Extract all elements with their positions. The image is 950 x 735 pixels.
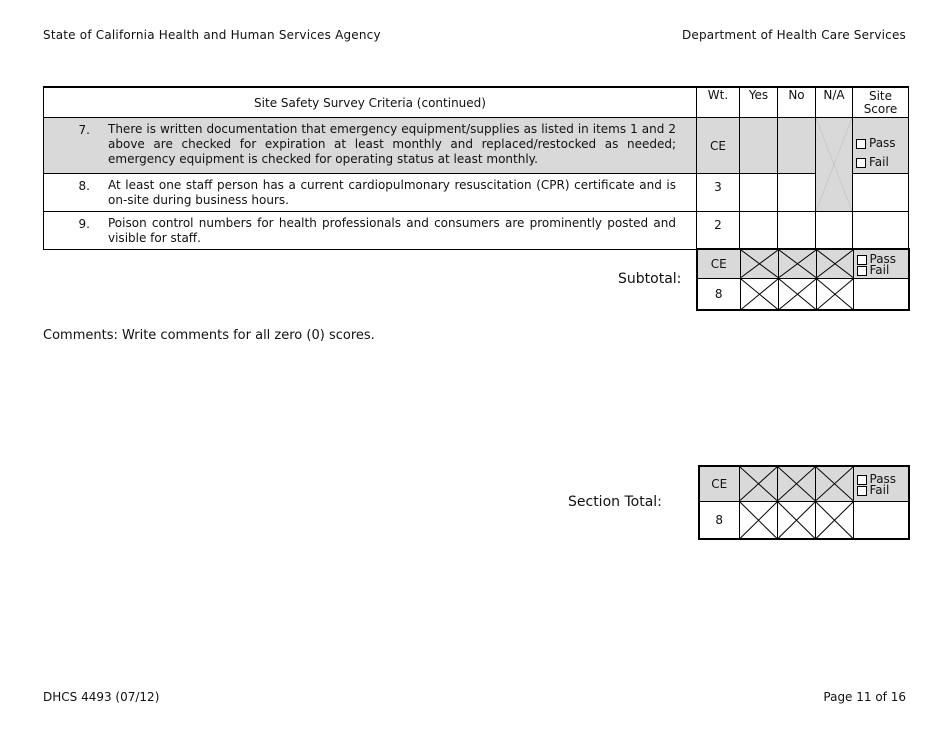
section-fail-option[interactable] bbox=[857, 485, 890, 496]
pass-label: Pass bbox=[869, 252, 897, 266]
subtotal-points: 8 bbox=[697, 278, 740, 310]
cross-mark bbox=[816, 467, 853, 501]
cross-mark bbox=[816, 118, 852, 211]
na-header: N/A bbox=[816, 87, 853, 118]
section-ce: CE bbox=[699, 466, 739, 501]
page-number: Page 11 of 16 bbox=[823, 690, 906, 704]
subtotal-ce-row bbox=[697, 249, 909, 278]
wt-header: Wt. bbox=[697, 87, 740, 118]
department-name: Department of Health Care Services bbox=[681, 28, 906, 42]
table-row bbox=[44, 118, 909, 174]
cross-mark bbox=[740, 502, 777, 539]
crossed-cell bbox=[778, 249, 816, 278]
fail-label: Fail bbox=[869, 155, 889, 169]
subtotal-score-cell bbox=[853, 249, 909, 278]
score-cell[interactable] bbox=[853, 212, 909, 250]
fail-label: Fail bbox=[869, 483, 890, 497]
section-ce-row bbox=[699, 466, 909, 501]
yes-cell[interactable] bbox=[740, 212, 778, 250]
site-score-header-text: Site Score bbox=[863, 89, 898, 116]
crossed-cell bbox=[815, 501, 853, 539]
weight-cell: CE bbox=[697, 118, 740, 174]
site-score-header bbox=[853, 87, 909, 118]
weight-cell: 2 bbox=[697, 212, 740, 250]
crossed-cell bbox=[816, 249, 853, 278]
score-cell bbox=[853, 118, 909, 174]
table-row bbox=[44, 212, 909, 250]
cross-mark bbox=[817, 279, 853, 310]
section-total-label: Section Total: bbox=[568, 494, 662, 510]
yes-header: Yes bbox=[740, 87, 778, 118]
na-cell[interactable] bbox=[816, 212, 853, 250]
crossed-cell bbox=[740, 278, 778, 310]
section-score-cell bbox=[853, 466, 909, 501]
crossed-cell bbox=[777, 466, 815, 501]
yes-cell[interactable] bbox=[740, 118, 778, 174]
no-cell[interactable] bbox=[778, 174, 816, 212]
table-header-row bbox=[44, 87, 909, 118]
cross-mark bbox=[817, 250, 853, 278]
fail-checkbox[interactable] bbox=[857, 486, 867, 496]
fail-option[interactable] bbox=[856, 157, 889, 168]
comments-area[interactable] bbox=[43, 348, 908, 458]
subtotal-box bbox=[696, 248, 910, 311]
score-cell[interactable] bbox=[853, 174, 909, 212]
crossed-cell bbox=[739, 466, 777, 501]
pass-option[interactable] bbox=[856, 138, 896, 149]
no-cell[interactable] bbox=[778, 212, 816, 250]
crossed-cell bbox=[739, 501, 777, 539]
criteria-cell bbox=[44, 212, 697, 250]
item-number: 7. bbox=[78, 123, 90, 137]
cross-mark bbox=[816, 502, 853, 539]
item-number: 9. bbox=[78, 217, 90, 231]
pass-checkbox[interactable] bbox=[857, 255, 867, 265]
crossed-cell bbox=[815, 466, 853, 501]
subtotal-ce: CE bbox=[697, 249, 740, 278]
criteria-text: Poison control numbers for health professionals and consumers are prominently posted and visible for staff. bbox=[108, 216, 676, 245]
weight-cell: 3 bbox=[697, 174, 740, 212]
subtotal-fail-option[interactable] bbox=[857, 265, 890, 276]
cross-mark bbox=[741, 279, 778, 310]
comments-instruction: Comments: Write comments for all zero (0) scores. bbox=[43, 328, 375, 343]
pass-checkbox[interactable] bbox=[856, 139, 866, 149]
fail-checkbox[interactable] bbox=[856, 158, 866, 168]
cross-mark bbox=[779, 250, 816, 278]
no-header: No bbox=[778, 87, 816, 118]
fail-label: Fail bbox=[869, 263, 890, 277]
pass-checkbox[interactable] bbox=[857, 475, 867, 485]
cross-mark bbox=[778, 502, 815, 539]
na-cell-crossed bbox=[816, 118, 853, 212]
crossed-cell bbox=[777, 501, 815, 539]
section-score-input[interactable] bbox=[853, 501, 909, 539]
section-points-row bbox=[699, 501, 909, 539]
cross-mark bbox=[741, 250, 778, 278]
pass-label: Pass bbox=[869, 472, 897, 486]
agency-name: State of California Health and Human Services Agency bbox=[43, 28, 381, 42]
cross-mark bbox=[779, 279, 816, 310]
criteria-cell bbox=[44, 118, 697, 174]
subtotal-points-row bbox=[697, 278, 909, 310]
section-total-box bbox=[698, 465, 910, 540]
item-number: 8. bbox=[78, 179, 90, 193]
criteria-text: There is written documentation that emergency equipment/supplies as listed in items 1 and 2 above are checked for expiration at least monthly and replaced/restocked as needed; emergency equipment is checked for operating status at least monthly. bbox=[108, 122, 676, 166]
criteria-header: Site Safety Survey Criteria (continued) bbox=[44, 87, 697, 118]
subtotal-label: Subtotal: bbox=[618, 271, 682, 287]
subtotal-score-input[interactable] bbox=[853, 278, 909, 310]
no-cell[interactable] bbox=[778, 118, 816, 174]
yes-cell[interactable] bbox=[740, 174, 778, 212]
cross-mark bbox=[740, 467, 777, 501]
crossed-cell bbox=[816, 278, 853, 310]
form-number: DHCS 4493 (07/12) bbox=[43, 690, 160, 704]
crossed-cell bbox=[740, 249, 778, 278]
criteria-cell bbox=[44, 174, 697, 212]
criteria-text: At least one staff person has a current cardiopulmonary resuscitation (CPR) certificate and is on-site during business hours. bbox=[108, 178, 676, 207]
criteria-table bbox=[43, 86, 909, 250]
fail-checkbox[interactable] bbox=[857, 266, 867, 276]
crossed-cell bbox=[778, 278, 816, 310]
pass-label: Pass bbox=[869, 136, 896, 150]
section-points: 8 bbox=[699, 501, 739, 539]
cross-mark bbox=[778, 467, 815, 501]
table-row bbox=[44, 174, 909, 212]
